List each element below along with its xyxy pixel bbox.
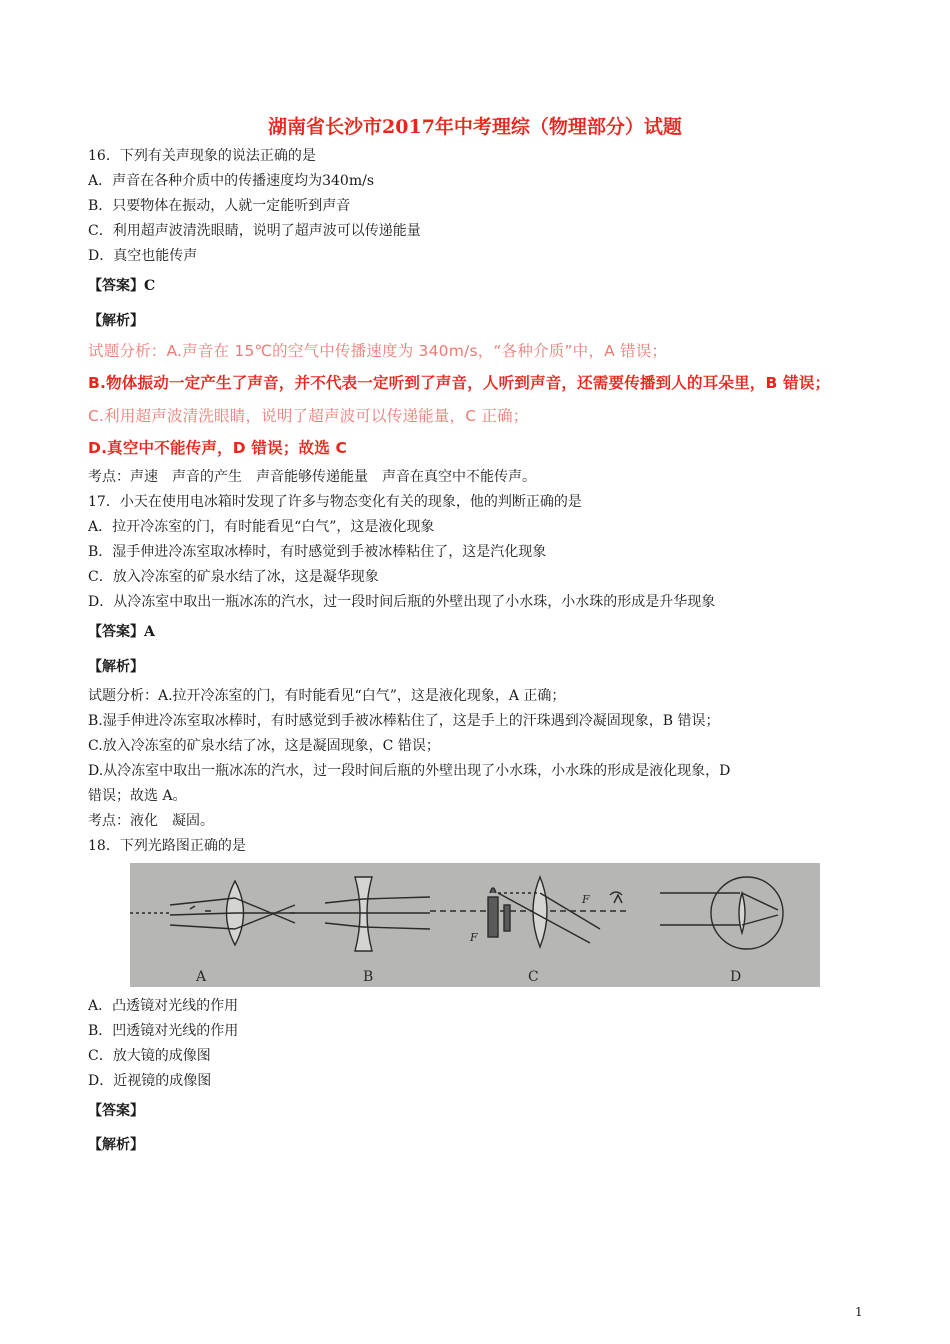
- q17-analysis-line-4: D.从冷冻室中取出一瓶冰冻的汽水，过一段时间后瓶的外壁出现了小水珠，小水珠的形成是液化现象，D: [88, 763, 731, 779]
- q16-stem: 16．下列有关声现象的说法正确的是: [88, 148, 316, 164]
- optics-figure: [130, 863, 820, 987]
- q17-option-c: C．放入冷冻室的矿泉水结了冰，这是凝华现象: [88, 569, 379, 585]
- q16-option-c: C．利用超声波清洗眼睛，说明了超声波可以传递能量: [88, 223, 421, 239]
- document-title: 湖南省长沙市2017年中考理综（物理部分）试题: [268, 116, 682, 138]
- q18-option-d: D．近视镜的成像图: [88, 1073, 212, 1089]
- q17-option-d: D．从冷冻室中取出一瓶冰冻的汽水，过一段时间后瓶的外壁出现了小水珠，小水珠的形成是升华现象: [88, 594, 716, 610]
- diagram-c-focal-left: F: [470, 931, 478, 944]
- q16-option-b: B．只要物体在振动，人就一定能听到声音: [88, 198, 351, 214]
- q16-option-d: D．真空也能传声: [88, 248, 198, 264]
- q16-analysis-line-2: B.物体振动一定产生了声音，并不代表一定听到了声音，人听到声音，还需要传播到人的耳朵里，B 错误；: [88, 374, 831, 392]
- q17-option-b: B．湿手伸进冷冻室取冰棒时，有时感觉到手被冰棒粘住了，这是汽化现象: [88, 544, 547, 560]
- q17-analysis-line-1: 试题分析：A.拉开冷冻室的门，有时能看见“白气”，这是液化现象，A 正确；: [88, 688, 566, 704]
- q17-analysis-line-5: 错误；故选 A。: [88, 788, 187, 804]
- q18-answer: 【答案】: [88, 1103, 144, 1119]
- diagram-b-label: B: [363, 969, 374, 985]
- diagram-a-convex-lens: [130, 881, 295, 945]
- q17-points: 考点：液化 凝固。: [88, 813, 214, 829]
- q18-option-a: A．凸透镜对光线的作用: [88, 998, 239, 1014]
- diagram-d-label: D: [730, 969, 742, 985]
- diagram-b-concave-lens: [290, 877, 430, 951]
- page-number: 1: [855, 1305, 863, 1319]
- diagram-c-magnifier: [430, 877, 630, 947]
- diagram-c-focal-right: F: [582, 893, 590, 906]
- q16-analysis-line-1: 试题分析：A.声音在 15℃的空气中传播速度为 340m/s，“各种介质”中，A 错误；: [88, 342, 668, 360]
- diagram-a-label: A: [196, 969, 207, 985]
- q16-analysis-label: 【解析】: [88, 313, 144, 329]
- q17-answer: 【答案】A: [88, 624, 155, 640]
- q16-analysis-line-4: D.真空中不能传声，D 错误；故选 C: [88, 439, 348, 457]
- q17-analysis-line-3: C.放入冷冻室的矿泉水结了冰，这是凝固现象，C 错误；: [88, 738, 440, 754]
- diagram-d-eye: [660, 877, 783, 949]
- q16-points: 考点：声速 声音的产生 声音能够传递能量 声音在真空中不能传声。: [88, 469, 536, 485]
- q17-analysis-line-2: B.湿手伸进冷冻室取冰棒时，有时感觉到手被冰棒粘住了，这是手上的汗珠遇到冷凝固现象，B 错误；: [88, 713, 720, 729]
- q18-stem: 18．下列光路图正确的是: [88, 838, 246, 854]
- q16-option-a: A．声音在各种介质中的传播速度均为340m/s: [88, 173, 375, 189]
- diagram-c-label: C: [528, 969, 539, 985]
- q17-option-a: A．拉开冷冻室的门，有时能看见“白气”，这是液化现象: [88, 519, 435, 535]
- q18-option-b: B．凹透镜对光线的作用: [88, 1023, 239, 1039]
- q18-analysis-label: 【解析】: [88, 1137, 144, 1153]
- q17-stem: 17．小天在使用电冰箱时发现了许多与物态变化有关的现象，他的判断正确的是: [88, 494, 582, 510]
- q16-analysis-line-3: C.利用超声波清洗眼睛，说明了超声波可以传递能量，C 正确；: [88, 407, 529, 425]
- q18-option-c: C．放大镜的成像图: [88, 1048, 211, 1064]
- q17-analysis-label: 【解析】: [88, 659, 144, 675]
- q16-answer: 【答案】C: [88, 278, 156, 294]
